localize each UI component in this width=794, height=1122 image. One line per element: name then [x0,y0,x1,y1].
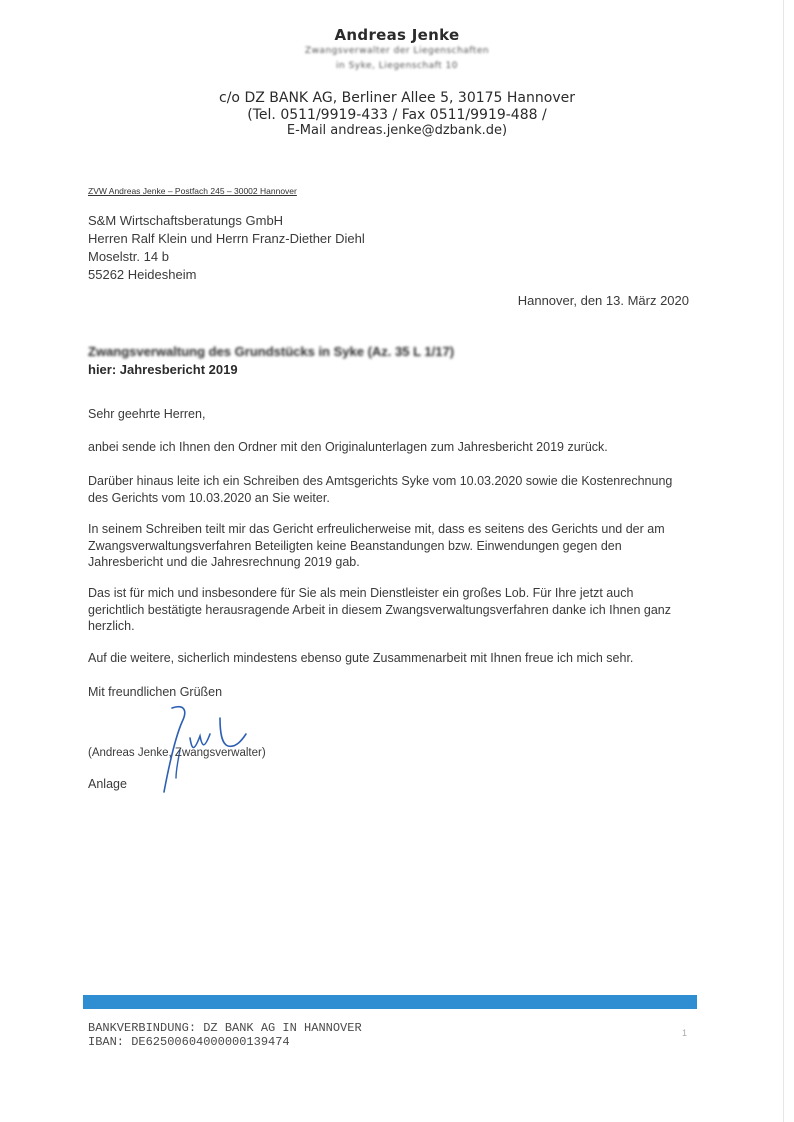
closing-phrase: Mit freundlichen Grüßen [88,685,223,699]
attachment-note: Anlage [88,777,127,791]
paragraph-4: Das ist für mich und insbesondere für Sie als mein Dienstleister ein großes Lob. Für Ihre jetzt auch gerichtlich bestätigte herausragende Arbeit in diesem Zwangsverwaltungsverfahren danke ich Ihnen ganz herzlich. [88,586,671,633]
recipient-company: S&M Wirtschaftsberatungs GmbH [88,213,284,228]
letterhead-redacted-line-1: Zwangsverwalter der Liegenschaften [304,46,490,56]
recipient-street: Moselstr. 14 b [88,249,169,264]
subject-block [88,343,454,379]
footer-bar [83,995,697,1009]
sender-return-address: ZVW Andreas Jenke – Postfach 245 – 30002 Hannover [88,186,297,196]
page-number: 1 [682,1028,688,1038]
letterhead-redacted-line-2: in Syke, Liegenschaft 10 [336,61,458,71]
subject-redacted-line: Zwangsverwaltung des Grundstücks in Syke (Az. 35 L 1/17) [88,344,455,359]
letterhead-email: E-Mail andreas.jenke@dzbank.de) [286,123,508,138]
footer-iban: IBAN: DE62500604000000139474 [88,1035,290,1049]
signatory-name: (Andreas Jenke, Zwangsverwalter) [88,747,266,759]
letterhead-address: c/o DZ BANK AG, Berliner Allee 5, 30175 Hannover [219,90,575,106]
paragraph-3: In seinem Schreiben teilt mir das Gericht erfreulicherweise mit, dass es seitens des Gerichts und der am Zwangsverwaltungsverfahren Beteiligten keine Beanstandungen bzw. Einwendungen gegen den Jahresbericht und die Jahresrechnung 2019 gab. [88,522,665,569]
footer-bank: BANKVERBINDUNG: DZ BANK AG IN HANNOVER [88,1021,362,1035]
recipient-persons: Herren Ralf Klein und Herrn Franz-Diether Diehl [88,231,365,246]
recipient-city: 55262 Heidesheim [88,267,197,282]
page-edge [783,0,784,1122]
letter-date: Hannover, den 13. März 2020 [517,293,689,308]
salutation: Sehr geehrte Herren, [88,407,206,421]
paragraph-5: Auf die weitere, sicherlich mindestens ebenso gute Zusammenarbeit mit Ihnen freue ich mich sehr. [88,651,634,665]
letterhead-phone: (Tel. 0511/9919-433 / Fax 0511/9919-488 / [247,107,547,123]
paragraph-2: Darüber hinaus leite ich ein Schreiben des Amtsgerichts Syke vom 10.03.2020 sowie die Kostenrechnung des Gerichts vom 10.03.2020 an Sie weiter. [88,474,673,505]
letterhead-name: Andreas Jenke [334,26,460,44]
recipient-address [88,212,365,284]
paragraph-1: anbei sende ich Ihnen den Ordner mit den Originalunterlagen zum Jahresbericht 2019 zurück. [88,440,608,454]
subject-line: hier: Jahresbericht 2019 [88,362,238,377]
